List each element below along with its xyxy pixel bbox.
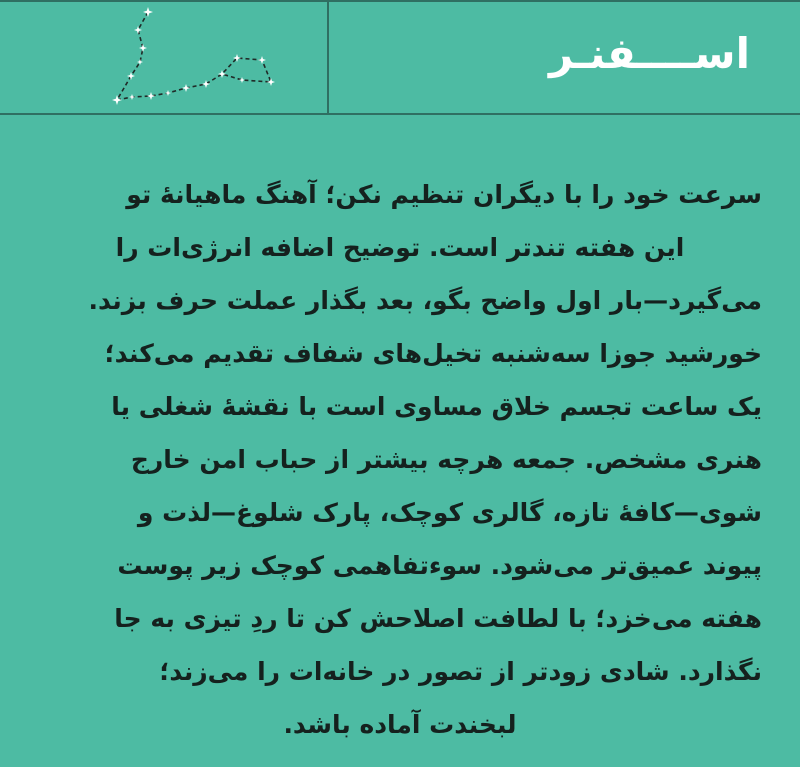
header-bar (0, 0, 800, 115)
horoscope-text (38, 168, 762, 751)
text-line: شوی—کافهٔ تازه، گالری کوچک، پارک شلوغ—لذت و (137, 498, 762, 527)
text-line: این هفته تندتر است. توضیح اضافه انرژی‌ات را (115, 233, 685, 262)
sign-title: اســــفنـر (549, 29, 750, 78)
vertical-divider (327, 0, 329, 114)
text-line: لبخندت آماده باشد. (283, 710, 517, 739)
text-line: پیوند عمیق‌تر می‌شود. سوءتفاهمی کوچک زیر پوست (117, 551, 762, 580)
text-line: سرعت خود را با دیگران تنظیم نکن؛ آهنگ ماهیانهٔ تو (126, 180, 762, 209)
text-line: نگذارد. شادی زودتر از تصور در خانه‌ات را می‌زند؛ (159, 657, 762, 686)
star (143, 7, 153, 17)
constellation-icon (0, 0, 327, 113)
header-divider (0, 113, 800, 115)
text-line: هفته می‌خزد؛ با لطافت اصلاحش کن تا ردِ تیزی به جا (114, 604, 762, 633)
text-line: هنری مشخص. جمعه هرچه بیشتر از حباب امن خارج (130, 445, 762, 474)
text-line: یک ساعت تجسم خلاق مساوی است با نقشهٔ شغلی یا (111, 392, 762, 421)
text-line: می‌گیرد—بار اول واضح بگو، بعد بگذار عملت حرف بزند. (88, 286, 762, 315)
text-line: خورشید جوزا سه‌شنبه تخیل‌های شفاف تقدیم می‌کند؛ (104, 339, 762, 368)
